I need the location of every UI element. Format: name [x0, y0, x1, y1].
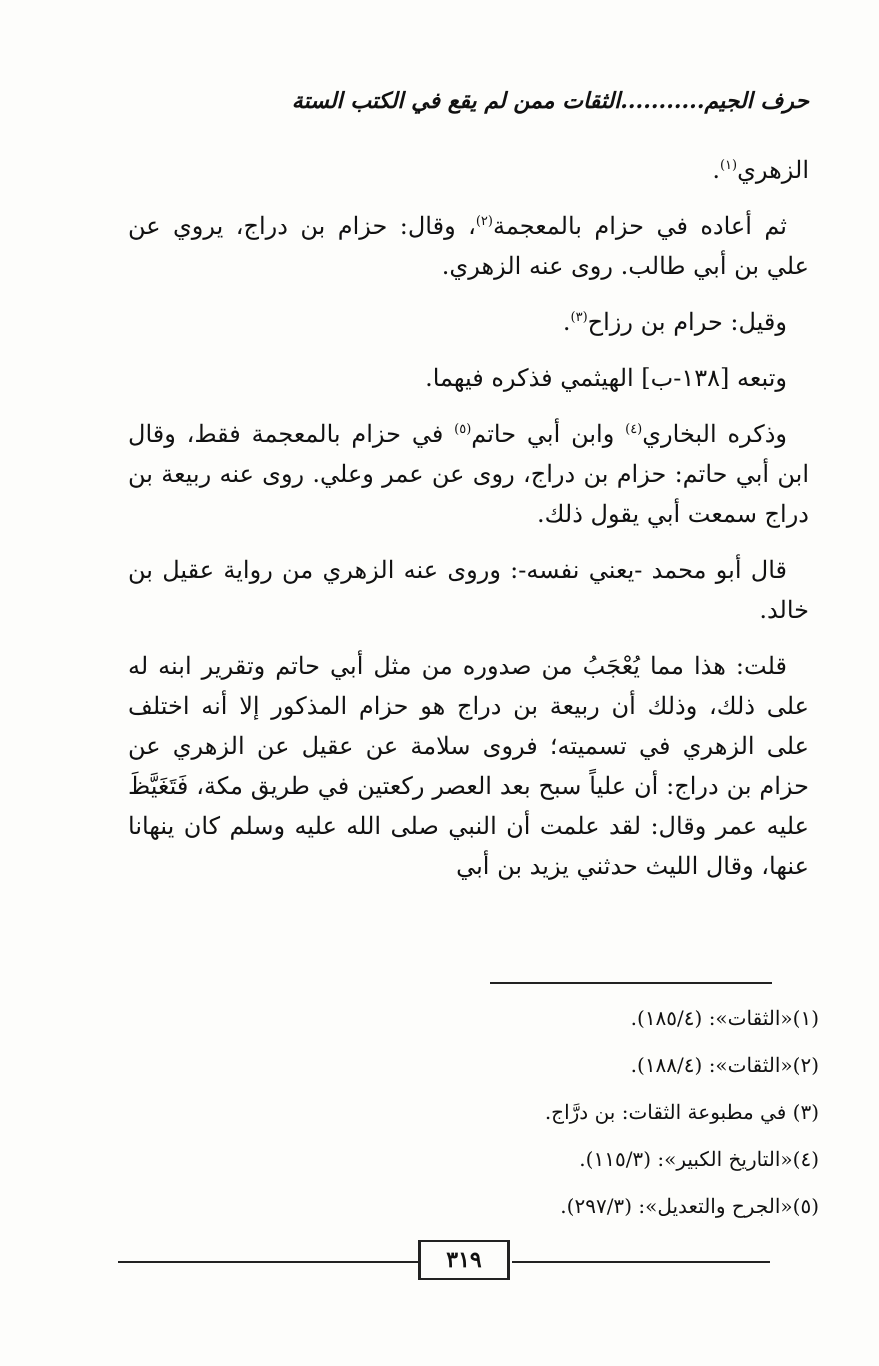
paragraph-text: قال أبو محمد -يعني نفسه-: وروى عنه الزهري من رواية عقيل بن خالد. — [128, 556, 809, 624]
header-dots: ........... — [620, 88, 705, 114]
footnote: (٤)«التاريخ الكبير»: (١١٥/٣). — [579, 1147, 819, 1171]
paragraph — [128, 150, 809, 190]
bottom-rule — [512, 1261, 770, 1263]
paragraph-text-tail: . — [712, 156, 720, 184]
paragraph-text: قلت: هذا مما يُعْجَبُ من صدوره من مثل أبي حاتم وتقرير ابنه له على ذلك، وذلك أن ربيعة بن دراج هو حزام المذكور إلا أنه اختلف على الزهري في تسميته؛ فروى سلامة عن عقيل عن الزهري عن حزام بن دراج: أن علياً سبح بعد العصر ركعتين في طريق مكة، فَتَغَيَّظَ عليه عمر وقال: لقد علمت أن النبي صلى الله عليه وسلم كان ينهانا عنها، وقال الليث حدثني يزيد بن أبي — [128, 652, 809, 880]
footnote-ref: (١) — [719, 158, 738, 173]
paragraph — [128, 302, 809, 342]
footnotes — [128, 995, 819, 1230]
paragraph — [128, 646, 809, 886]
paragraph-text: ثم أعاده في حزام بالمعجمة — [492, 212, 787, 240]
footnote: (٢)«الثقات»: (١٨٨/٤). — [630, 1053, 819, 1077]
footnote: (٥)«الجرح والتعديل»: (٢٩٧/٣). — [560, 1194, 819, 1218]
paragraph — [128, 358, 809, 398]
footnote-ref: (٢) — [475, 214, 493, 229]
footnote-separator — [490, 982, 772, 984]
paragraph-text: وذكره البخاري — [642, 420, 787, 448]
page-number: ٣١٩ — [418, 1240, 510, 1280]
paragraph-text-tail: . — [562, 308, 571, 336]
bottom-rule — [118, 1261, 418, 1263]
footnote-ref: (٤) — [625, 422, 643, 437]
footnote: (١)«الثقات»: (١٨٥/٤). — [630, 1006, 819, 1030]
paragraph-text-tail: في حزام بالمعجمة فقط، وقال ابن أبي حاتم: حزام بن دراج، روى عن عمر وعلي. روى عنه ربيعة بن دراج سمعت أبي يقول ذلك. — [128, 420, 809, 528]
paragraph — [128, 414, 809, 534]
header-book-title: الثقات ممن لم يقع في الكتب الستة — [291, 88, 621, 114]
paragraph-text: الزهري — [737, 156, 809, 184]
footnote-ref: (٣) — [570, 310, 588, 325]
footnote: (٣) في مطبوعة الثقات: بن درَّاج. — [544, 1100, 819, 1124]
paragraph-text: وقيل: حرام بن رزاح — [587, 308, 787, 336]
footnote-ref: (٥) — [454, 422, 472, 437]
running-header — [140, 88, 809, 114]
paragraph-text: وتبعه [١٣٨-ب] الهيثمي فذكره فيهما. — [425, 364, 787, 392]
paragraph — [128, 550, 809, 630]
header-chapter: حرف الجيم — [704, 88, 809, 114]
paragraph-text-tail: ، وقال: حزام بن دراج، يروي عن علي بن أبي طالب. روى عنه الزهري. — [128, 212, 809, 280]
paragraph — [128, 206, 809, 286]
main-text — [128, 150, 809, 902]
paragraph-text-mid: وابن أبي حاتم — [471, 420, 626, 448]
